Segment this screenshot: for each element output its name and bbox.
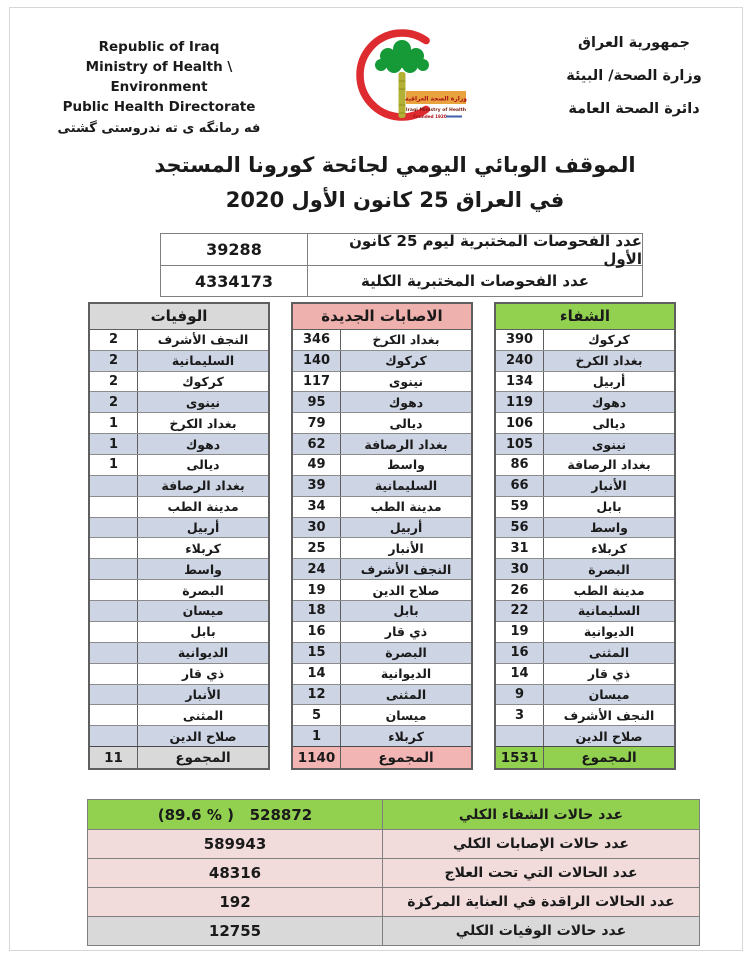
cell-province: ميسان bbox=[182, 603, 224, 619]
cell-value: 66 bbox=[496, 476, 544, 496]
table-row bbox=[293, 433, 471, 454]
cell-province: ذي قار bbox=[181, 666, 225, 682]
cell-value: 5 bbox=[293, 705, 341, 725]
table-row bbox=[293, 558, 471, 579]
cell-province: كركوك bbox=[385, 353, 427, 369]
table-row bbox=[496, 558, 674, 579]
cell-value: 2 bbox=[90, 330, 138, 350]
cell-value: 31 bbox=[496, 538, 544, 558]
table-rows-recovery bbox=[496, 330, 674, 746]
province-tables bbox=[88, 302, 676, 770]
table-row bbox=[90, 433, 268, 454]
table-title-new-cases: الاصابات الجديدة bbox=[293, 304, 471, 330]
tests-table bbox=[160, 233, 643, 297]
table-row bbox=[496, 454, 674, 475]
cell-value: 25 bbox=[293, 538, 341, 558]
logo-founded-text: Founded 1920 bbox=[413, 114, 447, 119]
table-title-recovery: الشفاء bbox=[496, 304, 674, 330]
cell-value: 390 bbox=[496, 330, 544, 350]
cell-value: 22 bbox=[496, 601, 544, 621]
table-row bbox=[293, 704, 471, 725]
cell-province: ذي قار bbox=[587, 666, 631, 682]
cell-value: 15 bbox=[293, 643, 341, 663]
cell-province: البصرة bbox=[385, 645, 427, 661]
table-row bbox=[293, 454, 471, 475]
table-row bbox=[293, 371, 471, 392]
tests-row bbox=[161, 231, 642, 268]
cell-province: مدينة الطب bbox=[167, 499, 239, 515]
cell-value: 95 bbox=[293, 392, 341, 412]
table-row bbox=[90, 621, 268, 642]
summary-value: 192 bbox=[88, 888, 383, 916]
tests-total-value: 4334173 bbox=[161, 266, 308, 296]
cell-province: واسط bbox=[590, 520, 628, 536]
cell-province: ميسان bbox=[588, 686, 630, 702]
cell-province: ميسان bbox=[385, 707, 427, 723]
tests-total-label: عدد الفحوصات المختبرية الكلية bbox=[360, 272, 590, 290]
header-line-arabic: دائرة الصحة العامة bbox=[568, 101, 700, 117]
summary-label: عدد الحالات التي تحت العلاج bbox=[444, 865, 638, 881]
cell-province: النجف الأشرف bbox=[563, 707, 655, 723]
logo-arabic-name: وزارة الصحة العراقية bbox=[404, 95, 468, 103]
table-row bbox=[293, 579, 471, 600]
tests-row bbox=[161, 265, 642, 296]
cell-value: 26 bbox=[496, 580, 544, 600]
cell-province: بابل bbox=[393, 603, 419, 619]
summary-label: عدد حالات الإصابات الكلي bbox=[453, 836, 629, 852]
cell-value: 9 bbox=[496, 685, 544, 705]
header-line-english: Ministry of Health \ Environment bbox=[85, 59, 233, 95]
table-rows-deaths bbox=[90, 330, 268, 746]
cell-value: 86 bbox=[496, 455, 544, 475]
table-row bbox=[293, 475, 471, 496]
table-row bbox=[293, 684, 471, 705]
cell-value: 59 bbox=[496, 497, 544, 517]
table-row bbox=[496, 350, 674, 371]
summary-row bbox=[88, 858, 699, 887]
cell-province: بغداد الكرخ bbox=[169, 415, 237, 431]
cell-value: 2 bbox=[90, 351, 138, 371]
summary-label: عدد حالات الشفاء الكلي bbox=[458, 806, 624, 823]
cell-value: 106 bbox=[496, 413, 544, 433]
cell-value: 2 bbox=[90, 392, 138, 412]
cell-value bbox=[90, 622, 138, 642]
cell-province: بابل bbox=[190, 624, 216, 640]
table-row bbox=[90, 496, 268, 517]
cell-province: المثنى bbox=[385, 686, 427, 702]
cell-province: نينوى bbox=[388, 374, 424, 390]
table-new-cases bbox=[291, 302, 473, 770]
cell-value: 19 bbox=[293, 580, 341, 600]
ministry-logo-icon bbox=[350, 25, 472, 129]
cell-value: 3 bbox=[496, 705, 544, 725]
cell-value bbox=[90, 580, 138, 600]
table-row bbox=[496, 433, 674, 454]
table-row bbox=[496, 496, 674, 517]
cell-province: الديوانية bbox=[177, 645, 229, 661]
table-row bbox=[293, 725, 471, 746]
cell-value bbox=[90, 664, 138, 684]
cell-value: 39 bbox=[293, 476, 341, 496]
cell-province: ذي قار bbox=[384, 624, 428, 640]
table-row bbox=[90, 350, 268, 371]
cell-value bbox=[90, 726, 138, 746]
header-line-arabic: وزارة الصحة/ البيئة bbox=[566, 68, 702, 84]
header-line-english: Republic of Iraq bbox=[98, 39, 220, 55]
cell-value: 16 bbox=[293, 622, 341, 642]
palm-tree-icon bbox=[375, 40, 429, 118]
table-row bbox=[496, 642, 674, 663]
cell-province: كربلاء bbox=[185, 540, 221, 556]
cell-value: 62 bbox=[293, 434, 341, 454]
table-row bbox=[90, 330, 268, 350]
cell-province: كربلاء bbox=[388, 728, 424, 744]
cell-value: 117 bbox=[293, 372, 341, 392]
table-row bbox=[293, 350, 471, 371]
table-row bbox=[293, 330, 471, 350]
table-row bbox=[496, 371, 674, 392]
cell-province: أربيل bbox=[592, 374, 626, 390]
cell-value bbox=[90, 538, 138, 558]
report-title-line2: في العراق 25 كانون الأول 2020 bbox=[225, 188, 565, 212]
table-row bbox=[496, 517, 674, 538]
summary-row bbox=[88, 829, 699, 858]
cell-value bbox=[90, 643, 138, 663]
summary-label: عدد حالات الوفيات الكلي bbox=[455, 923, 627, 939]
table-row bbox=[496, 704, 674, 725]
table-row bbox=[496, 684, 674, 705]
cell-province: الديوانية bbox=[380, 666, 432, 682]
table-row bbox=[293, 642, 471, 663]
report-title-line1: الموقف الوبائي اليومي لجائحة كورونا المستجد bbox=[154, 153, 636, 177]
header-line-arabic: جمهورية العراق bbox=[577, 35, 691, 51]
table-total-row-deaths bbox=[90, 746, 268, 768]
cell-province: بغداد الرصافة bbox=[567, 457, 651, 473]
table-row bbox=[90, 454, 268, 475]
cell-value: 2 bbox=[90, 372, 138, 392]
cell-province: صلاح الدين bbox=[169, 728, 237, 744]
table-row bbox=[90, 537, 268, 558]
table-row bbox=[293, 537, 471, 558]
english-header-block bbox=[40, 37, 278, 139]
table-row bbox=[90, 600, 268, 621]
cell-value: 34 bbox=[293, 497, 341, 517]
table-row bbox=[496, 600, 674, 621]
cell-province: النجف الأشرف bbox=[157, 332, 249, 348]
cell-province: الأنبار bbox=[388, 540, 424, 556]
table-title-deaths: الوفيات bbox=[90, 304, 268, 330]
table-row bbox=[90, 517, 268, 538]
summary-table bbox=[87, 799, 700, 946]
cell-value: 134 bbox=[496, 372, 544, 392]
cell-value: 12 bbox=[293, 685, 341, 705]
summary-label: عدد الحالات الراقدة في العناية المركزة bbox=[407, 894, 675, 910]
cell-province: بغداد الكرخ bbox=[372, 332, 440, 348]
table-row bbox=[293, 621, 471, 642]
cell-province: مدينة الطب bbox=[370, 499, 442, 515]
cell-value: 56 bbox=[496, 518, 544, 538]
total-label: المجموع bbox=[581, 749, 637, 766]
cell-province: بغداد الرصافة bbox=[364, 436, 448, 452]
total-value: 1531 bbox=[496, 747, 544, 768]
cell-value: 140 bbox=[293, 351, 341, 371]
summary-row bbox=[88, 800, 699, 829]
tests-daily-value: 39288 bbox=[161, 234, 308, 265]
cell-province: كربلاء bbox=[591, 540, 627, 556]
cell-value: 24 bbox=[293, 559, 341, 579]
cell-province: المثنى bbox=[588, 645, 630, 661]
cell-value: 119 bbox=[496, 392, 544, 412]
crescent-icon bbox=[360, 33, 426, 117]
cell-value bbox=[90, 497, 138, 517]
cell-province: الديوانية bbox=[583, 624, 635, 640]
total-value: 11 bbox=[90, 747, 138, 768]
cell-province: نينوى bbox=[185, 394, 221, 410]
table-row bbox=[90, 725, 268, 746]
table-row bbox=[496, 621, 674, 642]
cell-value bbox=[90, 685, 138, 705]
cell-province: السليمانية bbox=[577, 603, 641, 619]
cell-value: 79 bbox=[293, 413, 341, 433]
cell-value: 19 bbox=[496, 622, 544, 642]
report-header bbox=[0, 0, 756, 136]
cell-province: ديالى bbox=[592, 415, 626, 431]
cell-value: 1 bbox=[90, 434, 138, 454]
table-total-row-new-cases bbox=[293, 746, 471, 768]
table-row bbox=[90, 642, 268, 663]
cell-province: كركوك bbox=[182, 374, 224, 390]
summary-row bbox=[88, 916, 699, 945]
report-title bbox=[34, 148, 756, 218]
table-row bbox=[496, 537, 674, 558]
summary-value: (89.6 % ) 528872 bbox=[88, 800, 383, 829]
table-row bbox=[496, 579, 674, 600]
table-row bbox=[90, 684, 268, 705]
total-label: المجموع bbox=[175, 749, 231, 766]
tests-daily-label: عدد الفحوصات المختبرية ليوم 25 كانون الأول bbox=[349, 231, 642, 268]
cell-value: 14 bbox=[293, 664, 341, 684]
cell-province: الأنبار bbox=[591, 478, 627, 494]
table-row bbox=[90, 663, 268, 684]
table-row bbox=[90, 579, 268, 600]
header-line-kurdish: فه رمانگه ى ته ندروستى گشتى bbox=[57, 121, 261, 136]
cell-value bbox=[90, 559, 138, 579]
cell-province: أربيل bbox=[389, 520, 423, 536]
cell-province: بابل bbox=[596, 499, 622, 515]
cell-province: نينوى bbox=[591, 436, 627, 452]
table-row bbox=[496, 330, 674, 350]
table-row bbox=[293, 391, 471, 412]
cell-value: 30 bbox=[496, 559, 544, 579]
table-row bbox=[496, 412, 674, 433]
cell-value bbox=[90, 601, 138, 621]
cell-value bbox=[90, 705, 138, 725]
table-row bbox=[90, 475, 268, 496]
cell-province: صلاح الدين bbox=[575, 728, 643, 744]
arabic-header-block bbox=[544, 35, 724, 134]
cell-province: صلاح الدين bbox=[372, 582, 440, 598]
summary-value: 12755 bbox=[88, 917, 383, 945]
cell-province: البصرة bbox=[182, 582, 224, 598]
table-row bbox=[293, 517, 471, 538]
cell-value bbox=[496, 726, 544, 746]
cell-province: دهوك bbox=[185, 436, 221, 452]
cell-province: السليمانية bbox=[374, 478, 438, 494]
ministry-logo bbox=[278, 25, 544, 129]
table-row bbox=[90, 558, 268, 579]
cell-province: بغداد الكرخ bbox=[575, 353, 643, 369]
cell-value: 1 bbox=[293, 726, 341, 746]
cell-value: 14 bbox=[496, 664, 544, 684]
cell-province: السليمانية bbox=[171, 353, 235, 369]
cell-province: الأنبار bbox=[185, 686, 221, 702]
cell-province: المثنى bbox=[182, 707, 224, 723]
cell-province: مدينة الطب bbox=[573, 582, 645, 598]
cell-province: كركوك bbox=[588, 332, 630, 348]
table-row bbox=[90, 391, 268, 412]
cell-province: البصرة bbox=[588, 561, 630, 577]
cell-value: 240 bbox=[496, 351, 544, 371]
logo-english-name: Iraqi Ministry of Health bbox=[405, 108, 467, 113]
cell-value: 16 bbox=[496, 643, 544, 663]
table-recovery bbox=[494, 302, 676, 770]
summary-row bbox=[88, 887, 699, 916]
table-row bbox=[293, 496, 471, 517]
table-row bbox=[293, 663, 471, 684]
table-total-row-recovery bbox=[496, 746, 674, 768]
cell-value: 30 bbox=[293, 518, 341, 538]
table-row bbox=[293, 600, 471, 621]
cell-value: 1 bbox=[90, 455, 138, 475]
table-row bbox=[90, 704, 268, 725]
cell-province: ديالى bbox=[186, 457, 220, 473]
table-row bbox=[90, 412, 268, 433]
table-row bbox=[496, 663, 674, 684]
table-row bbox=[496, 391, 674, 412]
cell-value: 346 bbox=[293, 330, 341, 350]
cell-province: واسط bbox=[387, 457, 425, 473]
cell-value bbox=[90, 476, 138, 496]
table-rows-new-cases bbox=[293, 330, 471, 746]
cell-province: دهوك bbox=[388, 394, 424, 410]
cell-value: 1 bbox=[90, 413, 138, 433]
summary-value: 589943 bbox=[88, 830, 383, 858]
summary-value: 48316 bbox=[88, 859, 383, 887]
cell-province: بغداد الرصافة bbox=[161, 478, 245, 494]
cell-value bbox=[90, 518, 138, 538]
table-deaths bbox=[88, 302, 270, 770]
cell-value: 49 bbox=[293, 455, 341, 475]
cell-province: النجف الأشرف bbox=[360, 561, 452, 577]
cell-province: دهوك bbox=[591, 394, 627, 410]
table-row bbox=[496, 475, 674, 496]
table-row bbox=[293, 412, 471, 433]
total-value: 1140 bbox=[293, 747, 341, 768]
cell-province: واسط bbox=[184, 561, 222, 577]
cell-value: 105 bbox=[496, 434, 544, 454]
logo-name-band bbox=[405, 91, 467, 119]
cell-value: 18 bbox=[293, 601, 341, 621]
table-row bbox=[496, 725, 674, 746]
header-line-english: Public Health Directorate bbox=[62, 99, 256, 115]
table-row bbox=[90, 371, 268, 392]
total-label: المجموع bbox=[378, 749, 434, 766]
cell-province: ديالى bbox=[389, 415, 423, 431]
cell-province: أربيل bbox=[186, 520, 220, 536]
